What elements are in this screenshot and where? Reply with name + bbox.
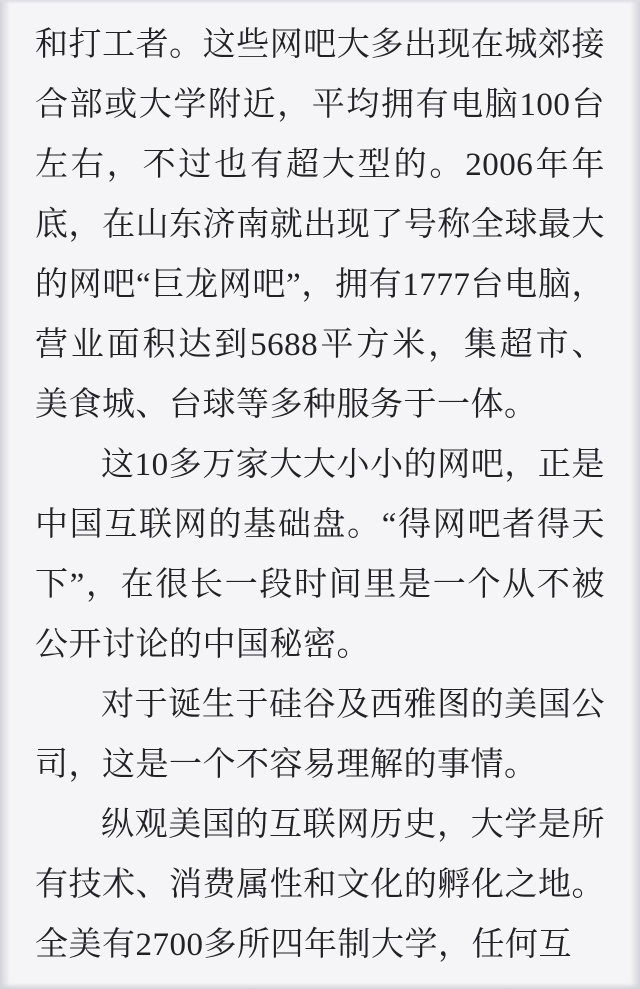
book-paragraph: 对于诞生于硅谷及西雅图的美国公司，这是一个不容易理解的事情。 [35, 687, 605, 783]
page-top-edge-shadow [0, 0, 640, 4]
book-paragraph: 纵观美国的互联网历史，大学是所有技术、消费属性和文化的孵化之地。全美有2700多所四年制大学，任何互 [35, 807, 605, 963]
book-text-block [35, 15, 605, 975]
book-paragraph: 这10多万家大大小小的网吧，正是中国互联网的基础盘。“得网吧者得天下”，在很长一段时间里是一个从不被公开讨论的中国秘密。 [35, 447, 605, 663]
page-right-edge-shadow [630, 0, 640, 989]
book-paragraph: 和打工者。这些网吧大多出现在城郊接合部或大学附近，平均拥有电脑100台左右，不过也有超大型的。2006年年底，在山东济南就出现了号称全球最大的网吧“巨龙网吧”，拥有1777台电脑，营业面积达到5688平方米，集超市、美食城、台球等多种服务于一体。 [35, 27, 605, 423]
page-left-edge-shadow [0, 0, 10, 989]
page-bottom-edge-shadow [0, 983, 640, 989]
